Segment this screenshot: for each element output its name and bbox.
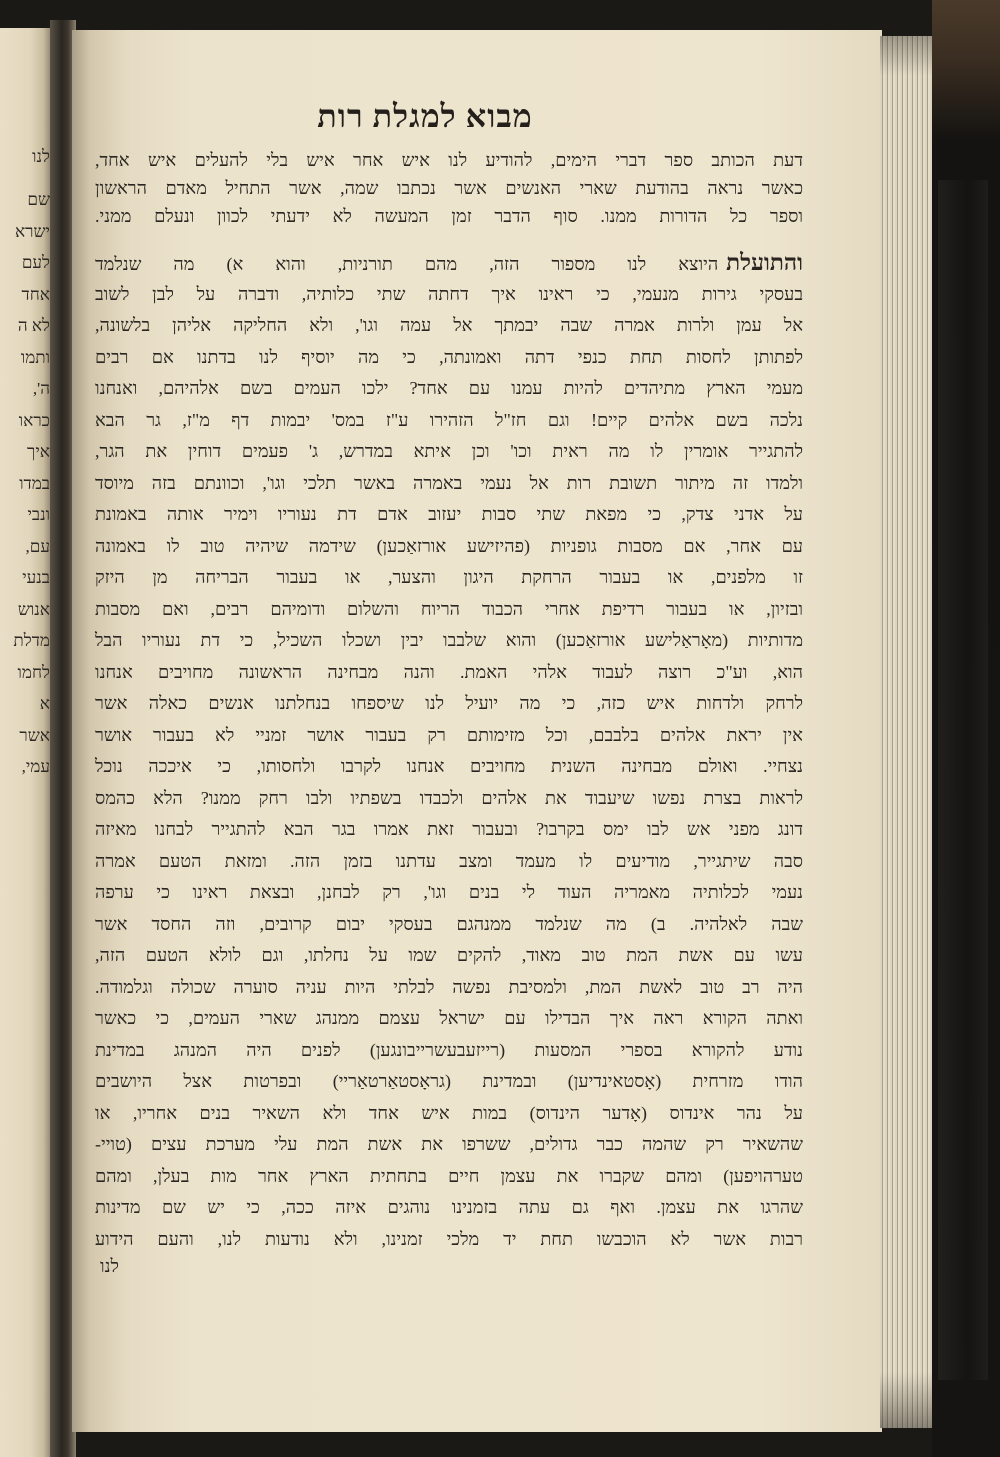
facing-page-fragment: אנוש	[17, 599, 50, 619]
text-line: שבה לאלהיה. ב) מה שנלמד ממנהגם בעסקי יבום קרובים, וזה החסד אשר	[95, 913, 803, 934]
text-line: מדותיות (מאָראַלישע אורזאַכען) והוא שלבבו יבין ושכלו השכיל, כי דת נעוריו הבל	[95, 630, 803, 650]
text-line: לראות בצרת נפשו שיעבוד את אלהים ולכבדו בשפתיו ולבו רחק ממנו? הלא כהמס	[95, 787, 803, 808]
text-line: הוא, וע"כ רוצה לעבוד אלהי האמת. והנה מבחינה הראשונה מחויבים אנחנו	[95, 661, 803, 682]
opening-paragraph	[95, 146, 803, 230]
page-edges	[880, 36, 934, 1428]
text-line: דונג מפני אש לבו ימס בקרבו? ובעבור זאת אמרו בגר הבא להתגייר לבחנו מאיזה	[95, 819, 803, 839]
page-title: מבוא למגלת רות	[317, 98, 533, 134]
facing-page	[0, 28, 54, 1457]
facing-page-fragment: ותמו	[20, 347, 50, 367]
text-line: דעת הכותב ספר דברי הימים, להודיע לנו איש אחר איש בלי להעלים איש אחד,	[95, 150, 803, 170]
facing-page-fragment: בנעי	[22, 568, 50, 587]
text-line: נודע להקורא בספרי המסעות (רייזעבעשרייבונגען) לפנים היה המנהג במדינת	[95, 1039, 803, 1060]
facing-page-fragment: לנו	[32, 147, 50, 166]
text-line: רבות אשר לא הוכבשו תחת יד מלכי זמנינו, ולא נודעות לנו, והעם הידוע	[95, 1228, 803, 1249]
cover-texture	[938, 180, 988, 1380]
facing-page-fragment: איך	[26, 442, 50, 461]
facing-page-fragment: ישרא	[14, 221, 50, 241]
facing-page-fragment: שם	[27, 190, 50, 209]
facing-page-fragment: עם,	[25, 536, 50, 556]
facing-page-fragment: כראו	[18, 410, 50, 430]
facing-page-fragment: ה',	[32, 379, 50, 398]
main-page	[72, 30, 882, 1432]
text-line: בעסקי גירות מנעמי, כי ראינו איך דחתה שתי כלותיה, ודברה על לבן לשוב	[95, 283, 803, 304]
facing-page-fragment: ונבי	[27, 505, 50, 524]
text-line: אל עמן ולרות אמרה שבה יבמתך אל עמה וגו', ולא החליקה אליהן בלשונה,	[95, 315, 803, 335]
text-line: לרחק ולדחות איש כזה, כי מה יועיל לנו שיספחו בנחלתנו אנשים כאלה אשר	[95, 693, 803, 713]
text-line: על אדני צדק, כי מפאת שתי סבות יעזוב אדם דת נעוריו וימיר אותה באמונת	[95, 504, 803, 524]
text-line: שהרגו את עצמן. ואף גם עתה בזמנינו נוהגים איזה ככה, כי יש שם מדינות	[95, 1197, 803, 1217]
text-line: הודו מזרחית (אָסטאינדיען) ובמדינת (גראָסטאַרטאַריי) ובפרטות אצל היושבים	[95, 1071, 803, 1091]
text-line: נעמי לכלותיה מאמריה העוד לי בנים וגו', רק לבחנן, ובצאת ראינו כי ערפה	[95, 882, 803, 902]
text-line: ואתה הקורא ראה איך הבדילו עם ישראל עצמם ממנהג שארי העמים, כי כאשר	[95, 1008, 803, 1028]
text-line: ובזיון, או בעבור רדיפת אחרי הכבוד הריוח והשלום ודומיהם רבים, ואם מסבות	[95, 598, 803, 619]
text-line: לפתותן לחסות תחת כנפי דתה ואמונתה, כי מה יוסיף לנו בדתנו אם רבים	[95, 346, 803, 367]
text-line: היה רב טוב לאשת המת, ולמסיבת נפשה לבלתי היות עניה סוערה שכולה וגלמודה.	[95, 976, 803, 997]
catchword: לנו	[100, 1256, 119, 1276]
facing-page-fragment: אשר	[19, 725, 50, 745]
text-line: נצחיי. ואולם מבחינה השנית מחויבים אנחנו לקרבו ולחסותו, כי איככה נוכל	[95, 756, 803, 776]
text-line: להתגייר אומרין לו מה ראית וכו' וכן איתא במדרש, ג' פעמים דוחין את הגר,	[95, 441, 803, 461]
text-line	[95, 247, 803, 279]
text-line: זו מלפנים, או בעבור הרחקת היגון והצער, או בעבור הבריחה מן היזק	[95, 567, 803, 587]
facing-page-fragment: עמי,	[21, 757, 50, 776]
text-line: עם אחר, אם מסבות גופניות (פהיזישע אורזאַכען) שידמה שיהיה טוב לו באמונה	[95, 535, 803, 556]
facing-page-fragment: אחד	[21, 284, 50, 304]
text-line-rest: היוצא לנו מספור הזה, מהם תורניות, והוא א) מה שנלמד	[95, 254, 719, 274]
text-line: עשו עם אשת המת טוב מאוד, להקים שמו על נחלתו, וגם לולא הטעם הזה,	[95, 945, 803, 965]
facing-page-text	[0, 143, 50, 783]
text-line: על נהר אינדוס (אָדער הינדוס) במות איש אחד ולא השאיר בנים אחריו, או	[95, 1102, 803, 1123]
text-line: אין יראת אלהים בלבבם, וכל מזימותם רק בעבור אושר זמניי לא בעבור אושר	[95, 724, 803, 745]
text-line: כאשר נראה בהודעת שארי האנשים אשר נכתבו שמה, אשר התחיל מאדם הראשון	[95, 178, 803, 198]
second-paragraph	[95, 247, 803, 1255]
text-line: מעמי הארץ מתיהדים להיות עמנו עם אחד? ילכו העמים בשם אלהיהם, ואנחנו	[95, 378, 803, 398]
text-line: טערהויפען) ומהם שקברו את עצמן חיים בתחתית הארץ אחר מות בעלן, ומהם	[95, 1165, 803, 1186]
facing-page-fragment: לחמו	[17, 662, 50, 682]
facing-page-fragment: לא ה	[17, 316, 50, 335]
section-lead-word: והתועלת	[726, 250, 803, 275]
text-line: נלכה בשם אלהים קיים! וגם חז"ל הזהירו ע"ז במס' יבמות דף מ"ז, גר הבא	[95, 409, 803, 430]
facing-page-fragment: לעם	[21, 253, 50, 272]
text-line: ולמדו זה מיתור תשובת רות אל נעמי באמרה באשר תלכי וגו', וכוונתם בזה מיוסד	[95, 472, 803, 493]
text-line: וספר כל הדורות ממנו. סוף הדבר זמן המעשה לא ידעתי לכוון ונעלם ממני.	[95, 206, 803, 226]
text-line: שהשאיר רק שהמה כבר גדולים, ששרפו את אשת המת עלי מערכת עצים (טויי-	[95, 1134, 803, 1154]
facing-page-fragment: במדו	[19, 473, 50, 493]
text-line: סבה שיתגייר, מודיעים לו מעמד ומצב עדתנו בזמן הזה. ומזאת הטעם אמרה	[95, 850, 803, 871]
facing-page-fragment: א	[39, 694, 50, 713]
facing-page-fragment: מדלת	[13, 631, 50, 650]
